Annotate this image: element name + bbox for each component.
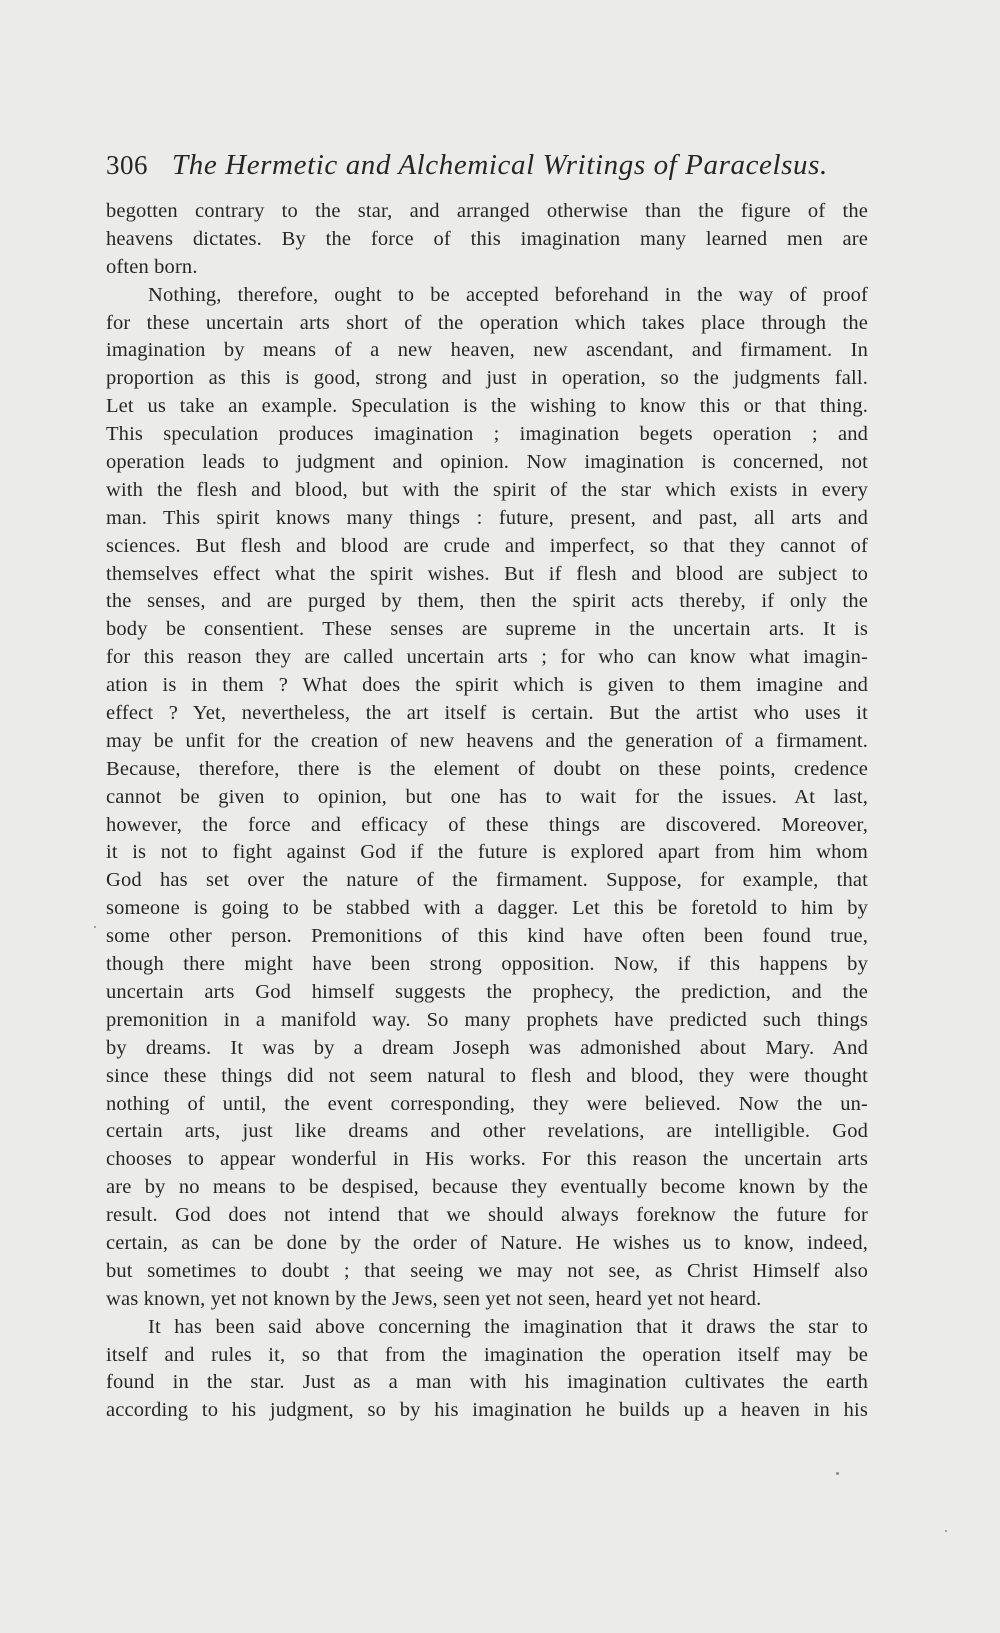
text-line: the senses, and are purged by them, then the spirit acts thereby, if only the bbox=[106, 590, 868, 613]
paper-speck bbox=[836, 1472, 839, 1475]
text-line: for these uncertain arts short of the operation which takes place through the bbox=[106, 311, 868, 334]
text-line: premonition in a manifold way. So many prophets have predicted such things bbox=[106, 1008, 868, 1031]
text-line: for this reason they are called uncertain arts ; for who can know what imagin- bbox=[106, 646, 868, 669]
text-line: chooses to appear wonderful in His works. For this reason the uncertain arts bbox=[106, 1148, 868, 1171]
page-number: 306 bbox=[106, 150, 148, 180]
text-line: body be consentient. These senses are supreme in the uncertain arts. It is bbox=[106, 618, 868, 641]
text-line: effect ? Yet, nevertheless, the art itself is certain. But the artist who uses it bbox=[106, 702, 868, 725]
text-line: heavens dictates. By the force of this imagination many learned men are bbox=[106, 227, 868, 250]
text-line: was known, yet not known by the Jews, seen yet not seen, heard yet not heard. bbox=[106, 1287, 762, 1310]
text-line: Because, therefore, there is the element of doubt on these points, credence bbox=[106, 757, 868, 780]
text-line: man. This spirit knows many things : future, present, and past, all arts and bbox=[106, 506, 868, 529]
text-line: are by no means to be despised, because they eventually become known by the bbox=[106, 1176, 868, 1199]
text-line: ation is in them ? What does the spirit which is given to them imagine and bbox=[106, 674, 868, 697]
body-text bbox=[106, 198, 868, 1425]
text-line: uncertain arts God himself suggests the prophecy, the prediction, and the bbox=[106, 980, 868, 1003]
text-line: sciences. But flesh and blood are crude and imperfect, so that they cannot of bbox=[106, 534, 868, 557]
text-line: found in the star. Just as a man with his imagination cultivates the earth bbox=[106, 1371, 868, 1394]
text-line: begotten contrary to the star, and arranged otherwise than the figure of the bbox=[106, 200, 868, 222]
text-line: may be unfit for the creation of new heavens and the generation of a firmament. bbox=[106, 729, 868, 752]
text-line: it is not to fight against God if the future is explored apart from him whom bbox=[106, 841, 868, 864]
text-line: some other person. Premonitions of this kind have often been found true, bbox=[106, 925, 868, 948]
text-line: imagination by means of a new heaven, new ascendant, and firmament. In bbox=[106, 339, 868, 362]
running-title: The Hermetic and Alchemical Writings of Paracelsus. bbox=[172, 149, 828, 181]
paper-speck bbox=[94, 926, 96, 928]
text-line: certain arts, just like dreams and other revelations, are intelligible. God bbox=[106, 1120, 868, 1143]
text-line: itself and rules it, so that from the imagination the operation itself may be bbox=[106, 1343, 868, 1366]
text-line: This speculation produces imagination ; imagination begets operation ; and bbox=[106, 423, 868, 446]
text-line: often born. bbox=[106, 255, 198, 278]
text-line: however, the force and efficacy of these things are discovered. Moreover, bbox=[106, 813, 868, 836]
text-line: but sometimes to doubt ; that seeing we may not see, as Christ Himself also bbox=[106, 1259, 868, 1282]
text-line: proportion as this is good, strong and just in operation, so the judgments fall. bbox=[106, 367, 868, 390]
text-line: by dreams. It was by a dream Joseph was admonished about Mary. And bbox=[106, 1036, 868, 1059]
text-line: Let us take an example. Speculation is the wishing to know this or that thing. bbox=[106, 395, 868, 418]
text-line: someone is going to be stabbed with a dagger. Let this be foretold to him by bbox=[106, 897, 868, 920]
text-line: certain, as can be done by the order of Nature. He wishes us to know, indeed, bbox=[106, 1231, 868, 1254]
text-line: nothing of until, the event corresponding, they were believed. Now the un- bbox=[106, 1092, 868, 1115]
text-line: God has set over the nature of the firmament. Suppose, for example, that bbox=[106, 869, 868, 892]
text-line: cannot be given to opinion, but one has to wait for the issues. At last, bbox=[106, 785, 868, 808]
text-line: themselves effect what the spirit wishes. But if flesh and blood are subject to bbox=[106, 562, 868, 585]
text-line: Nothing, therefore, ought to be accepted beforehand in the way of proof bbox=[148, 283, 868, 306]
text-line: though there might have been strong opposition. Now, if this happens by bbox=[106, 953, 868, 976]
text-line: result. God does not intend that we should always foreknow the future for bbox=[106, 1204, 868, 1227]
text-line: It has been said above concerning the imagination that it draws the star to bbox=[148, 1315, 868, 1338]
text-line: since these things did not seem natural to flesh and blood, they were thought bbox=[106, 1064, 868, 1087]
text-line: operation leads to judgment and opinion. Now imagination is concerned, not bbox=[106, 451, 868, 474]
running-header bbox=[106, 148, 866, 182]
text-line: with the flesh and blood, but with the spirit of the star which exists in every bbox=[106, 478, 868, 501]
text-line: according to his judgment, so by his imagination he builds up a heaven in his bbox=[106, 1399, 868, 1422]
paper-speck bbox=[945, 1530, 947, 1532]
